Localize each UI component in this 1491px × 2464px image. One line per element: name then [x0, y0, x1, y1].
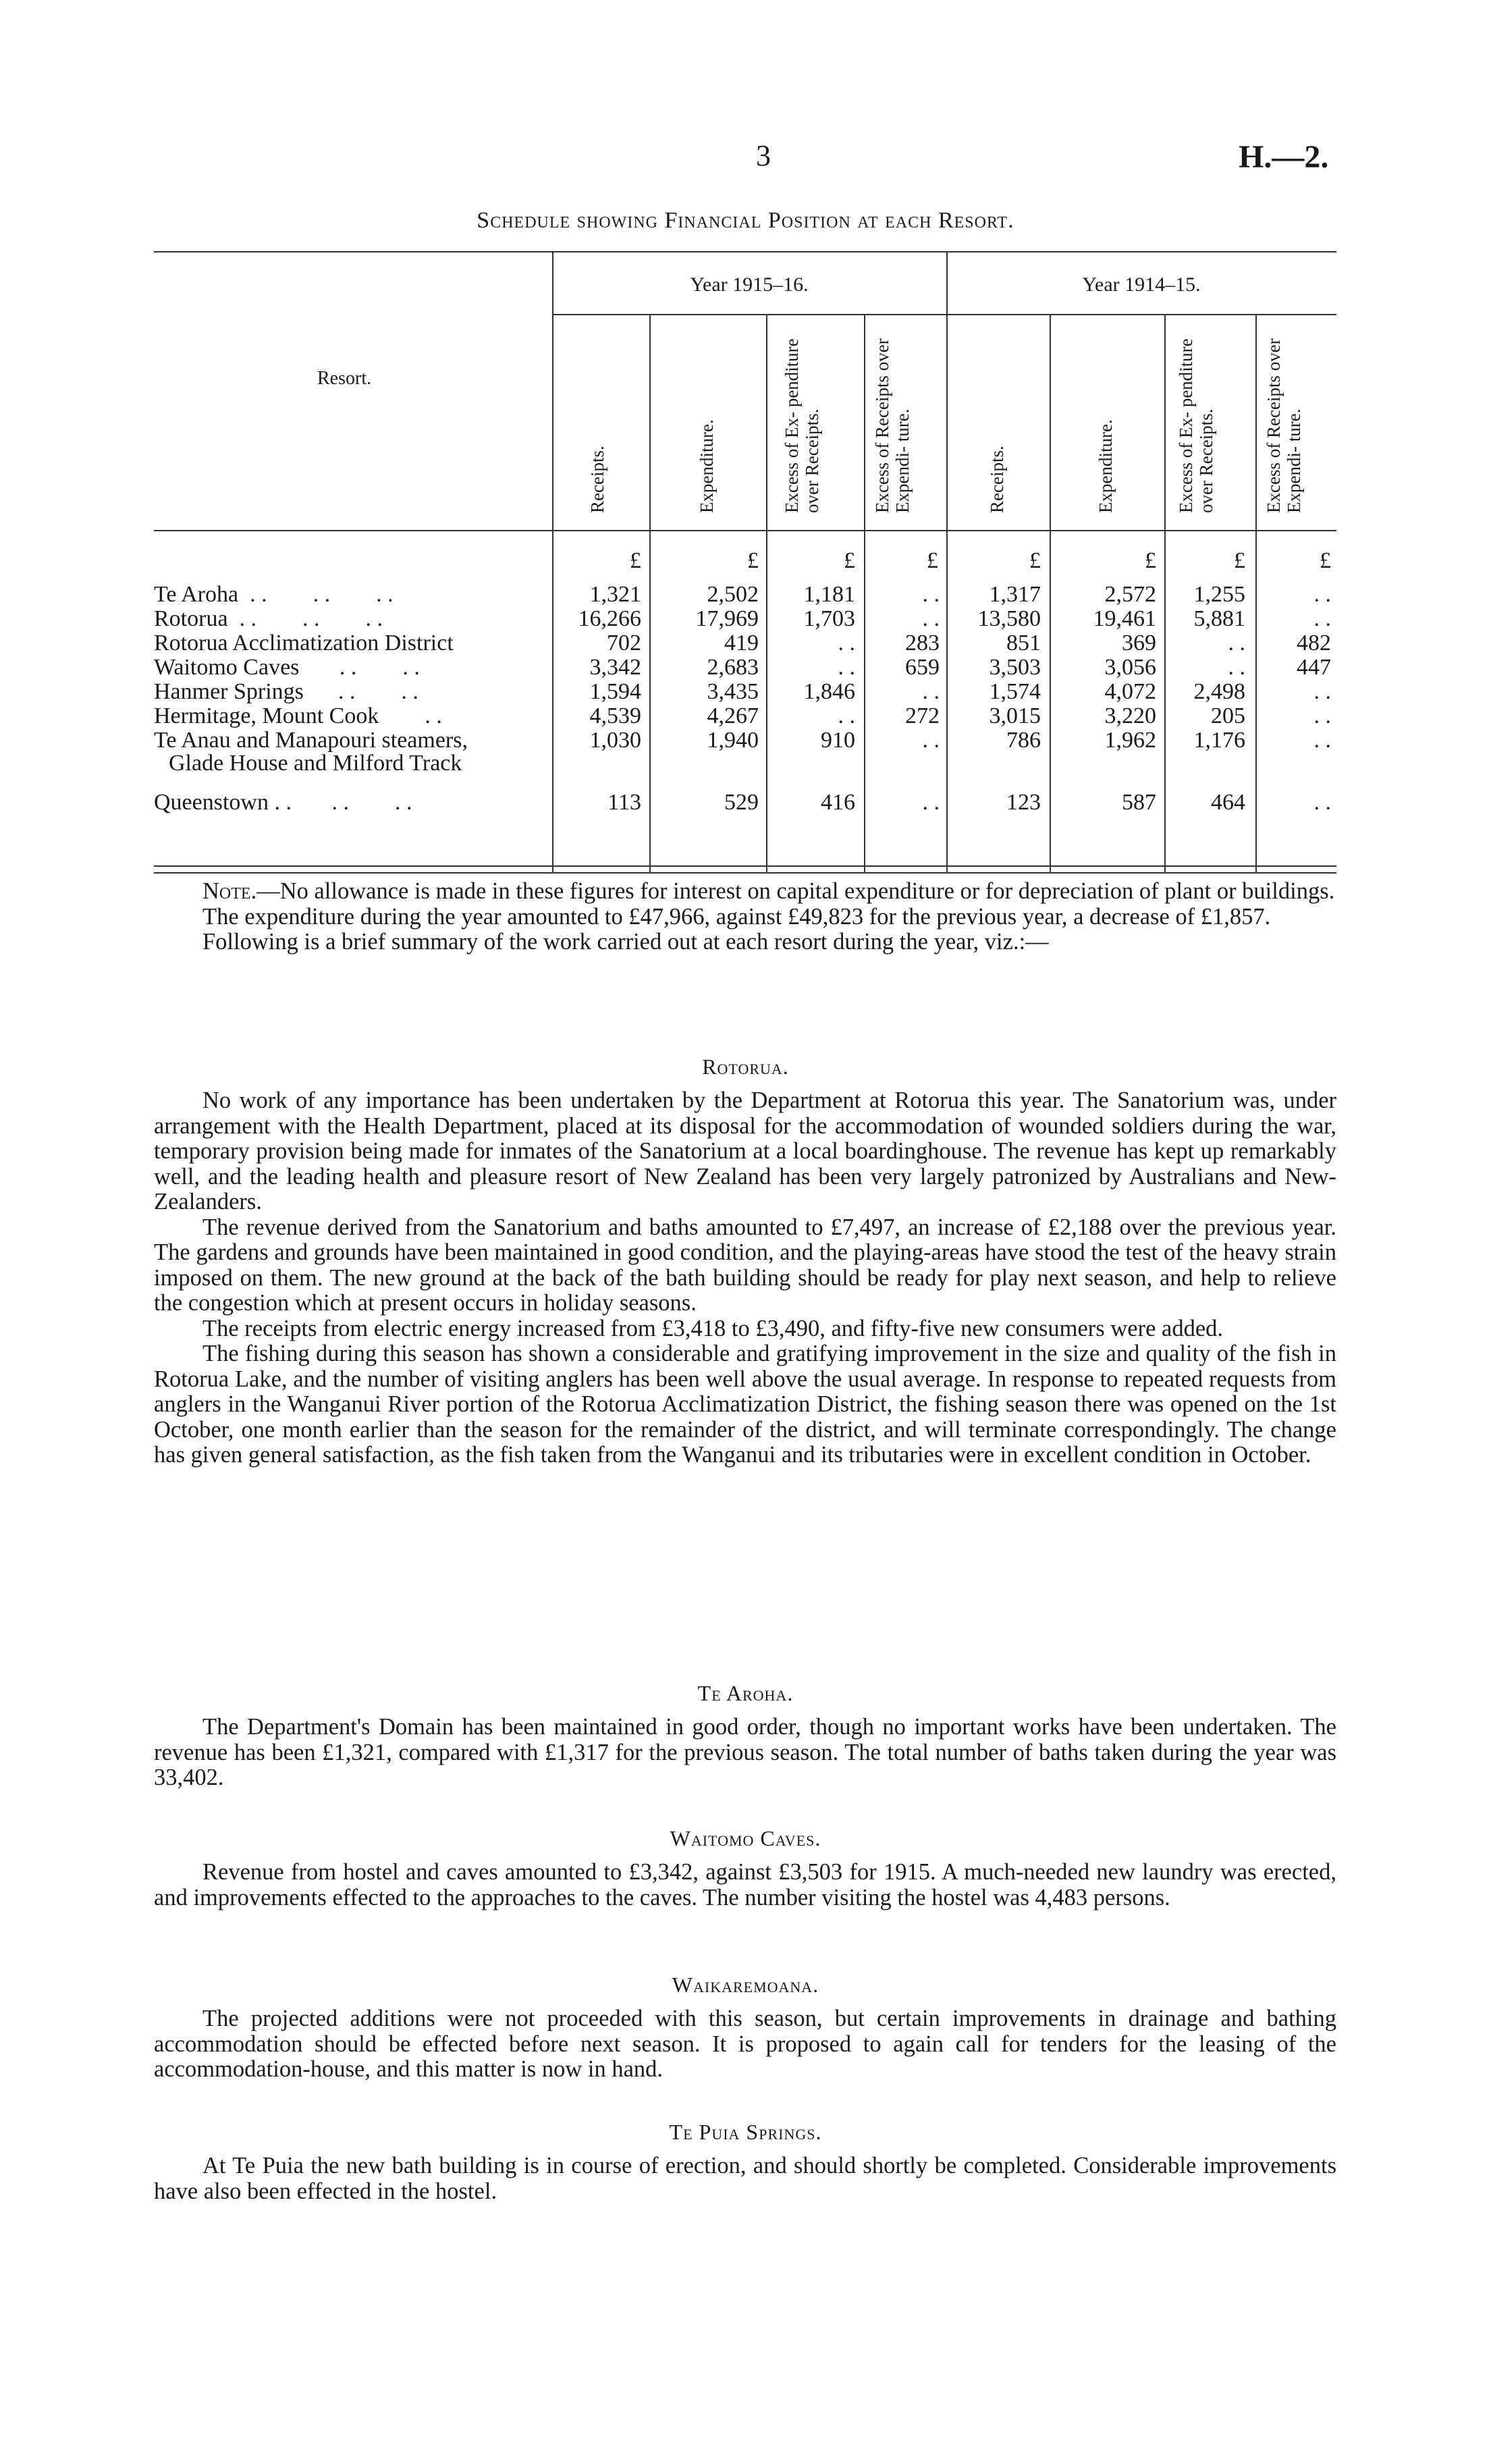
table-cell: 3,220 [1104, 703, 1156, 728]
resort-label: Glade House and Milford Track [169, 751, 462, 776]
table-cell: 3,342 [589, 655, 641, 680]
resort-label: Hermitage, Mount Cook [154, 703, 379, 728]
resort-name [154, 631, 454, 656]
table-cell: 19,461 [1093, 606, 1156, 631]
table-cell: 123 [1006, 790, 1041, 815]
table-cell: 5,881 [1193, 606, 1245, 631]
table-cell: 416 [821, 790, 855, 815]
table-cell: . . [1313, 790, 1331, 815]
table-cell: 851 [1006, 631, 1041, 655]
table-cell: 272 [905, 703, 940, 728]
document-code: H.—2. [1239, 139, 1329, 175]
te-aroha-section [154, 1715, 1336, 1791]
page-number: 3 [756, 139, 771, 172]
table-cell: 1,940 [707, 728, 759, 753]
rotorua-paragraph: No work of any importance has been undertaken by the Department at Rotorua this year. The Sanatorium was, under arrangement with the Health Department, placed at its disposal for the accommodation of wounded soldiers during the war, temporary provision being made for inmates of the Sanatorium at a local boardinghouse. The revenue has kept up remarkably well, and the leading health and pleasure resort of New Zealand has been very largely patronized by Australians and New-Zealanders. [154, 1088, 1336, 1214]
note-block [154, 879, 1336, 955]
table-cell: 482 [1297, 631, 1331, 655]
table-cell: . . [1228, 631, 1245, 655]
year-1915-16-header: Year 1915–16. [690, 273, 809, 296]
table-cell: 1,962 [1104, 728, 1156, 753]
waikaremoana-heading: Waikaremoana. [672, 1973, 819, 1997]
table-cell: 113 [607, 790, 641, 815]
table-cell: 283 [905, 631, 940, 655]
table-cell: 1,321 [589, 582, 641, 607]
table-cell: 17,969 [695, 606, 759, 631]
table-cell: 447 [1297, 655, 1331, 680]
table-cell: 2,572 [1104, 582, 1156, 607]
table-cell: . . [838, 631, 855, 655]
table-cell: 1,703 [803, 606, 855, 631]
table-cell: 910 [821, 728, 855, 753]
resort-label: Queenstown . . [154, 790, 292, 815]
header-receipts-1915: Receipts. [587, 446, 607, 513]
currency-symbol: £ [1234, 548, 1245, 573]
waikaremoana-section [154, 2006, 1336, 2083]
header-expenditure-1914: Expenditure. [1095, 419, 1116, 513]
header-receipts-1914: Receipts. [987, 446, 1007, 513]
header-excess-expenditure-1915: Excess of Ex- penditure over Receipts. [782, 338, 822, 513]
table-cell: 702 [607, 631, 641, 655]
waitomo-section [154, 1860, 1336, 1910]
leader-dots: . . . . [291, 790, 412, 815]
note-label: Note [202, 878, 251, 904]
table-cell: . . [1313, 679, 1331, 704]
header-excess-expenditure-1914: Excess of Ex- penditure over Receipts. [1176, 338, 1216, 513]
te-aroha-heading: Te Aroha. [697, 1681, 794, 1705]
currency-symbol: £ [844, 548, 855, 573]
table-cell: 1,846 [803, 679, 855, 704]
rotorua-paragraph: The receipts from electric energy increased from £3,418 to £3,490, and fifty-five new consumers were added. [202, 1315, 1224, 1341]
currency-symbol: £ [630, 548, 641, 573]
header-excess-receipts-1914: Excess of Receipts over Expendi- ture. [1264, 338, 1304, 513]
table-cell: 587 [1122, 790, 1156, 815]
waikaremoana-paragraph: The projected additions were not proceeded with this season, but certain improvements in drainage and bathing accommodation should be effected before next season. It is proposed to again call for tenders for the leasing of the accommodation-house, and this matter is now in hand. [154, 2006, 1336, 2082]
table-cell: . . [922, 728, 940, 753]
table-cell: 529 [724, 790, 759, 815]
table-cell: 13,580 [977, 606, 1041, 631]
table-cell: 659 [905, 655, 940, 680]
te-puia-section [154, 2153, 1336, 2204]
table-cell: . . [1313, 728, 1331, 753]
resort-label: Te Aroha [154, 582, 239, 607]
table-cell: 4,267 [707, 703, 759, 728]
resort-label: Hanmer Springs [154, 679, 304, 704]
header-excess-receipts-1915: Excess of Receipts over Expendi- ture. [872, 338, 913, 513]
table-cell: 3,015 [989, 703, 1041, 728]
table-cell: . . [922, 582, 940, 607]
table-cell: 786 [1006, 728, 1041, 753]
schedule-title: Schedule showing Financial Position at each Resort. [477, 208, 1014, 233]
resort-name [154, 703, 442, 729]
table-cell: . . [922, 790, 940, 815]
te-aroha-paragraph: The Department's Domain has been maintained in good order, though no important works have been undertaken. The revenue has been £1,321, compared with £1,317 for the previous season. The total number of baths taken during the year was 33,402. [154, 1714, 1336, 1790]
table-cell: 2,502 [707, 582, 759, 607]
resort-label: Waitomo Caves [154, 655, 300, 680]
resort-column-header: Resort. [317, 368, 372, 389]
year-1914-15-header: Year 1914–15. [1082, 273, 1201, 296]
table-cell: . . [1228, 655, 1245, 680]
table-cell: 1,317 [989, 582, 1041, 607]
table-cell: 2,683 [707, 655, 759, 680]
resort-name [169, 751, 462, 776]
table-cell: 1,181 [803, 582, 855, 607]
resort-name [154, 655, 420, 680]
header-expenditure-1915: Expenditure. [697, 419, 717, 513]
table-cell: 2,498 [1193, 679, 1245, 704]
currency-symbol: £ [1320, 548, 1331, 573]
leader-dots: . . . . . . [227, 606, 383, 631]
rotorua-paragraph: The fishing during this season has shown a considerable and gratifying improvement in the size and quality of the fish in Rotorua Lake, and the number of visiting anglers has been well above the usual average. In response to repeated requests from anglers in the Wanganui River portion of the Rotorua Acclimatization District, the fishing season there was opened on the 1st October, one month earlier than the season for the remainder of the district, and will terminate correspondingly. The change has given general satisfaction, as the fish taken from the Wanganui and its tributaries were in excellent condition in October. [154, 1341, 1336, 1468]
leader-dots: . . [379, 703, 442, 728]
resort-label: Te Anau and Manapouri steamers, [154, 728, 468, 753]
table-cell: 369 [1122, 631, 1156, 655]
table-cell: . . [1313, 606, 1331, 631]
table-cell: 3,435 [707, 679, 759, 704]
resort-label: Rotorua Acclimatization District [154, 631, 454, 655]
table-cell: . . [838, 703, 855, 728]
expenditure-paragraph: The expenditure during the year amounted to £47,966, against £49,823 for the previous year, a decrease of £1,857. [202, 903, 1271, 930]
table-cell: . . [922, 606, 940, 631]
table-cell: 464 [1211, 790, 1245, 815]
table-cell: 16,266 [578, 606, 641, 631]
table-cell: 4,072 [1104, 679, 1156, 704]
table-cell: 1,594 [589, 679, 641, 704]
table-cell: . . [1313, 582, 1331, 607]
summary-intro: Following is a brief summary of the work carried out at each resort during the year, viz.:— [202, 929, 1049, 955]
currency-symbol: £ [1029, 548, 1041, 573]
waitomo-paragraph: Revenue from hostel and caves amounted to £3,342, against £3,503 for 1915. A much-needed new laundry was erected, and improvements effected to the approaches to the caves. The number visiting the hostel was 4,483 persons. [154, 1859, 1336, 1910]
table-cell: 1,574 [989, 679, 1041, 704]
te-puia-heading: Te Puia Springs. [669, 2120, 822, 2144]
currency-symbol: £ [927, 548, 938, 573]
table-cell: . . [1313, 703, 1331, 728]
table-cell: 1,176 [1193, 728, 1245, 753]
leader-dots: . . . . [299, 655, 420, 680]
resort-name [154, 790, 412, 815]
resort-name [154, 679, 418, 705]
table-cell: . . [922, 679, 940, 704]
resort-name [154, 582, 394, 608]
currency-symbol: £ [747, 548, 759, 573]
leader-dots: . . . . [303, 679, 418, 704]
table-cell: 1,030 [589, 728, 641, 753]
rotorua-paragraph: The revenue derived from the Sanatorium and baths amounted to £7,497, an increase of £2,188 over the previous year. The gardens and grounds have been maintained in good condition, and the playing-areas have stood the test of the heavy strain imposed on them. The new ground at the back of the bath building should be ready for play next season, and help to relieve the congestion which at present occurs in holiday seasons. [154, 1214, 1336, 1316]
leader-dots: . . . . . . [238, 582, 394, 607]
table-cell: 3,056 [1104, 655, 1156, 680]
table-cell: 419 [724, 631, 759, 655]
currency-symbol: £ [1145, 548, 1156, 573]
table-cell: . . [838, 655, 855, 680]
table-cell: 205 [1211, 703, 1245, 728]
note-text: .—No allowance is made in these figures for interest on capital expenditure or for depreciation of plant or buildings. [250, 878, 1335, 904]
waitomo-heading: Waitomo Caves. [670, 1826, 821, 1850]
table-cell: 1,255 [1193, 582, 1245, 607]
table-cell: 4,539 [589, 703, 641, 728]
resort-name [154, 606, 383, 632]
resort-label: Rotorua [154, 606, 228, 631]
table-cell: 3,503 [989, 655, 1041, 680]
rotorua-heading: Rotorua. [702, 1054, 789, 1079]
rotorua-section [154, 1088, 1336, 1468]
resort-name [154, 728, 468, 753]
te-puia-paragraph: At Te Puia the new bath building is in course of erection, and should shortly be completed. Considerable improvements have also been effected in the hostel. [154, 2153, 1336, 2204]
